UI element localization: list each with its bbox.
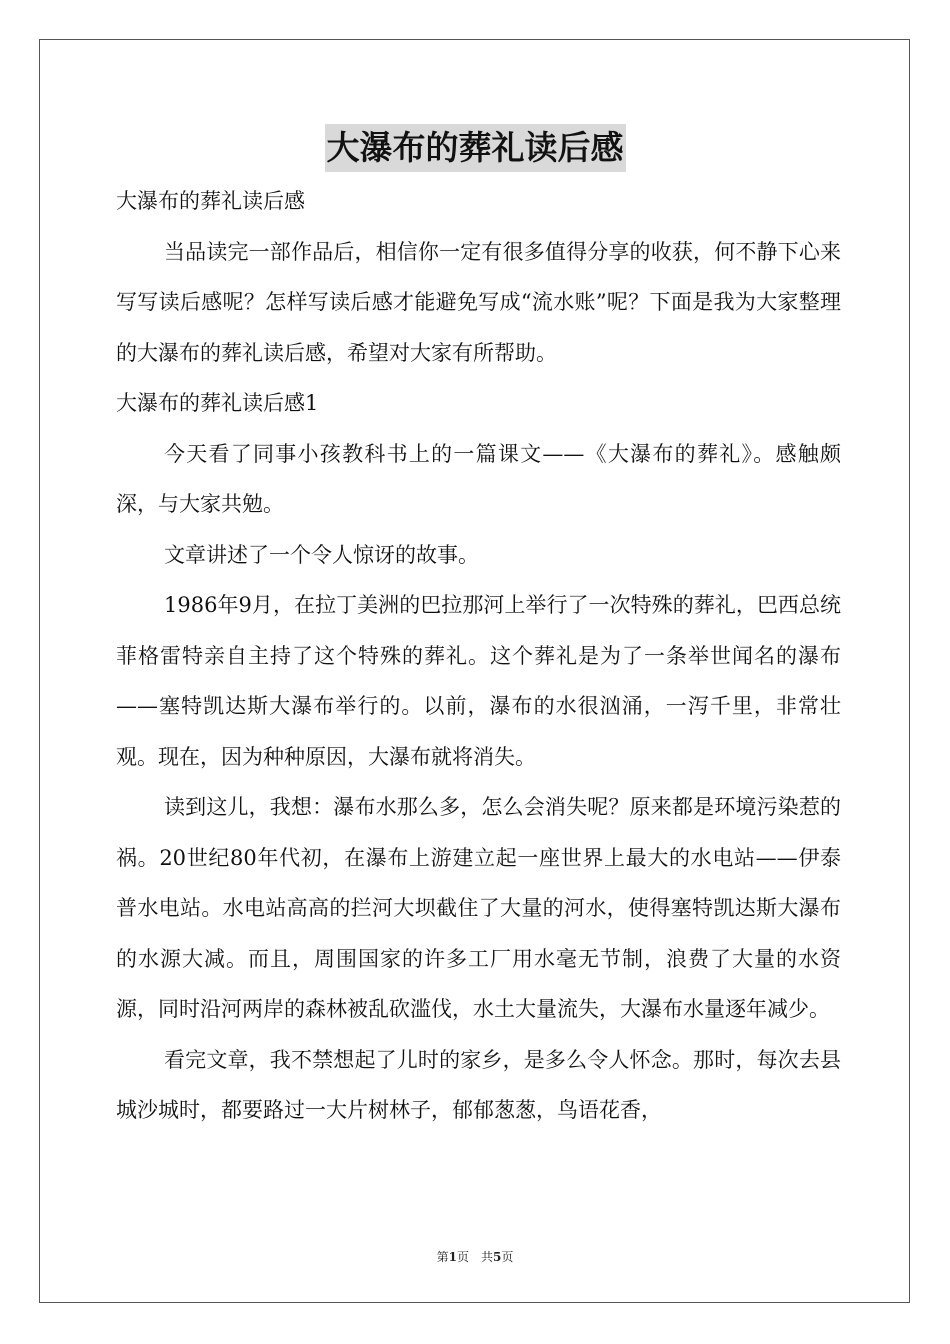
section-heading: 大瀑布的葬礼读后感1 [116, 391, 319, 415]
title-container [0, 124, 950, 172]
document-body [116, 176, 841, 1136]
intro-paragraph: 当品读完一部作品后，相信你一定有很多值得分享的收获，何不静下心来写写读后感呢？怎样写读后感才能避免写成“流水账”呢？下面是我为大家整理的大瀑布的葬礼读后感，希望对大家有所帮助。 [116, 239, 841, 365]
body-paragraph: 今天看了同事小孩教科书上的一篇课文——《大瀑布的葬礼》。感触颇深，与大家共勉。 [116, 441, 841, 516]
body-paragraph: 读到这儿，我想：瀑布水那么多，怎么会消失呢？原来都是环境污染惹的祸。20世纪80年代初，在瀑布上游建立起一座世界上最大的水电站——伊泰普水电站。水电站高高的拦河大坝截住了大量的河水，使得塞特凯达斯大瀑布的水源大减。而且，周围国家的许多工厂用水毫无节制，浪费了大量的水资源，同时沿河两岸的森林被乱砍滥伐，水土大量流失，大瀑布水量逐年减少。 [116, 795, 841, 1021]
body-paragraph: 1986年9月，在拉丁美洲的巴拉那河上举行了一次特殊的葬礼，巴西总统菲格雷特亲自主持了这个特殊的葬礼。这个葬礼是为了一条举世闻名的瀑布——塞特凯达斯大瀑布举行的。以前，瀑布的水很汹涌，一泻千里，非常壮观。现在，因为种种原因，大瀑布就将消失。 [116, 593, 841, 769]
document-title: 大瀑布的葬礼读后感 [325, 124, 626, 172]
total-suffix: 页 [501, 1250, 514, 1264]
total-prefix: 共 [481, 1250, 494, 1264]
body-paragraph: 文章讲述了一个令人惊讶的故事。 [164, 542, 479, 567]
page-prefix: 第 [436, 1250, 449, 1264]
body-paragraph: 看完文章，我不禁想起了儿时的家乡，是多么令人怀念。那时，每次去县城沙城时，都要路过一大片树林子，郁郁葱葱，鸟语花香， [116, 1047, 841, 1122]
subtitle-line: 大瀑布的葬礼读后感 [116, 189, 305, 213]
page-suffix: 页 [456, 1250, 469, 1264]
total-pages: 5 [493, 1250, 502, 1264]
page-number: 1 [448, 1250, 457, 1264]
page-footer [0, 1249, 950, 1265]
